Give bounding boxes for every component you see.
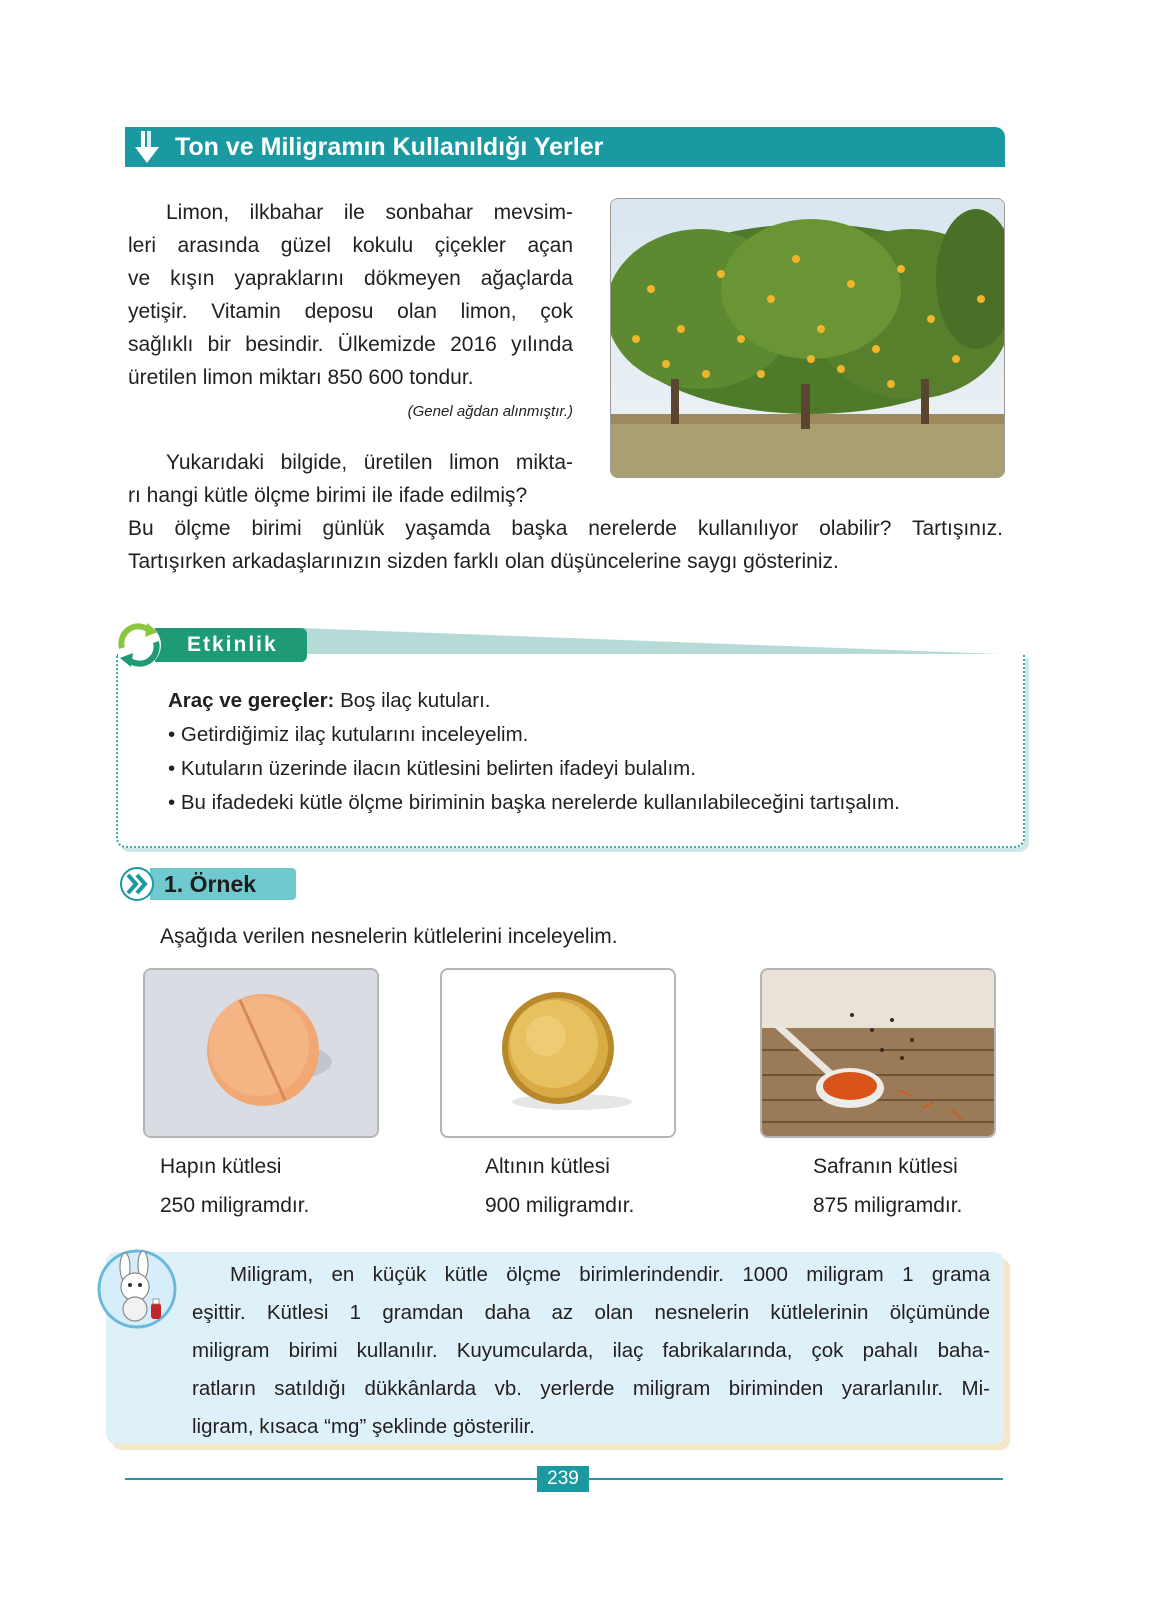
activity-tab: Etkinlik [155,628,307,662]
question-line: rı hangi kütle ölçme birimi ile ifade edilmiş? [128,484,528,507]
info-line: eşittir. Kütlesi 1 gramdan daha az olan nesnelerin kütlelerinin ölçümünde [192,1301,990,1324]
lemon-tree-photo [610,198,1005,478]
activity-content [168,684,900,820]
question-line: Bu ölçme birimi günlük yaşamda başka nerelerde kullanılıyor olabilir? Tartışınız. [128,517,1003,540]
info-line: ligram, kısaca “mg” şeklinde gösterilir. [192,1415,535,1438]
caption-value: 250 miligramdır. [160,1194,310,1217]
section-title: Ton ve Miligramın Kullanıldığı Yerler [175,133,604,161]
info-line: Miligram, en küçük kütle ölçme birimlerindendir. 1000 miligram 1 grama [230,1263,990,1286]
intro-line: üretilen limon miktarı 850 600 tondur. [128,366,474,389]
example-intro: Aşağıda verilen nesnelerin kütlelerini inceleyelim. [160,925,618,948]
intro-line: ve kışın yapraklarını dökmeyen ağaçlarda [128,267,573,290]
activity-item: • Kutuların üzerinde ilacın kütlesini belirten ifadeyi bulalım. [168,757,696,780]
caption-title: Altının kütlesi [485,1155,610,1178]
section-header [125,127,1005,167]
saffron-photo [760,968,996,1138]
materials-label: Araç ve gereçler: [168,689,335,712]
recycle-arrows-icon [114,620,164,670]
caption-title: Hapın kütlesi [160,1155,282,1178]
pill-caption [160,1147,309,1225]
question-paragraph [128,446,1003,578]
activity-materials [168,684,900,718]
rabbit-mascot-icon [95,1247,179,1331]
info-line: miligram birimi kullanılır. Kuyumcularda, ilaç fabrikalarında, çok pahalı baha- [192,1339,990,1362]
intro-line: leri arasında güzel kokulu çiçekler açan [128,234,573,257]
page-number: 239 [537,1466,589,1492]
intro-line: Limon, ilkbahar ile sonbahar mevsim- [166,201,573,224]
source-note: (Genel ağdan alınmıştır.) [407,403,573,420]
activity-item: • Bu ifadedeki kütle ölçme biriminin başka nerelerde kullanılabileceğini tartışalım. [168,791,900,814]
footer-line-right [589,1478,1003,1480]
question-line: Yukarıdaki bilgide, üretilen limon mikta- [166,451,573,474]
intro-line: yetişir. Vitamin deposu olan limon, çok [128,300,573,323]
gold-caption [485,1147,634,1225]
info-line: ratların satıldığı dükkânlarda vb. yerlerde miligram biriminden yararlanılır. Mi- [192,1377,990,1400]
footer-line-left [125,1478,537,1480]
gold-coin-photo [440,968,676,1138]
pill-photo [143,968,379,1138]
activity-item: • Getirdiğimiz ilaç kutularını inceleyelim. [168,723,529,746]
question-line: Tartışırken arkadaşlarınızın sizden farklı olan düşüncelerine saygı gösteriniz. [128,550,839,573]
saffron-caption [813,1147,962,1225]
materials-value: Boş ilaç kutuları. [334,689,491,712]
intro-paragraph [128,196,573,394]
caption-value: 875 miligramdır. [813,1194,963,1217]
info-text [192,1256,990,1446]
example-tab [150,868,296,900]
down-arrow-icon [133,131,161,165]
example-tab-label: 1. Örnek [164,871,257,897]
intro-line: sağlıklı bir besindir. Ülkemizde 2016 yılında [128,333,573,356]
double-chevron-icon [119,866,157,902]
caption-title: Safranın kütlesi [813,1155,958,1178]
caption-value: 900 miligramdır. [485,1194,635,1217]
